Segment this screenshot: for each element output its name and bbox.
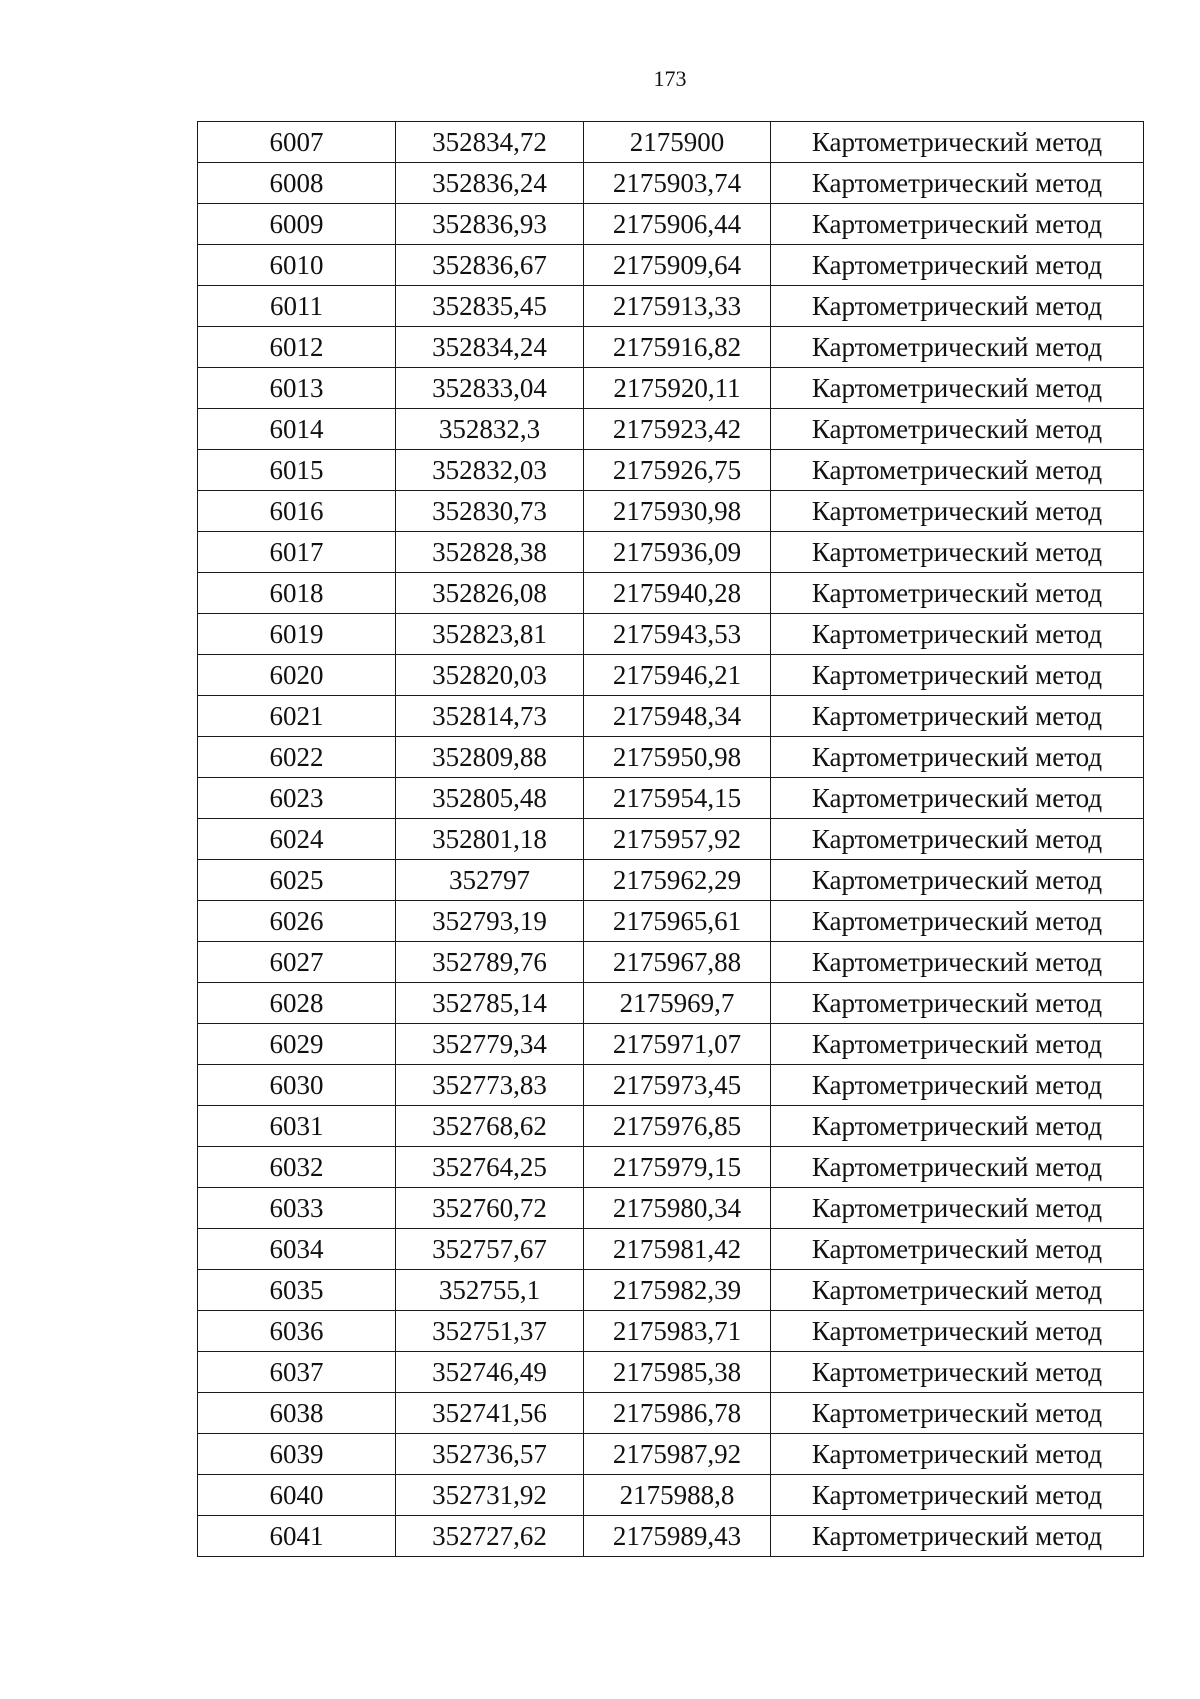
table-row [198, 491, 1144, 532]
x-coordinate-cell: 352793,19 [396, 901, 584, 942]
point-number-cell: 6011 [198, 286, 396, 327]
method-cell: Картометрический метод [771, 204, 1144, 245]
table-row [198, 450, 1144, 491]
y-coordinate-cell: 2175967,88 [584, 942, 771, 983]
table-row [198, 737, 1144, 778]
point-number-cell: 6025 [198, 860, 396, 901]
y-coordinate-cell: 2175950,98 [584, 737, 771, 778]
method-cell: Картометрический метод [771, 573, 1144, 614]
method-cell: Картометрический метод [771, 450, 1144, 491]
point-number-cell: 6039 [198, 1434, 396, 1475]
table-row [198, 204, 1144, 245]
y-coordinate-cell: 2175936,09 [584, 532, 771, 573]
x-coordinate-cell: 352833,04 [396, 368, 584, 409]
method-cell: Картометрический метод [771, 1516, 1144, 1557]
table-row [198, 901, 1144, 942]
table-row [198, 614, 1144, 655]
method-cell: Картометрический метод [771, 1475, 1144, 1516]
point-number-cell: 6036 [198, 1311, 396, 1352]
method-cell: Картометрический метод [771, 532, 1144, 573]
method-cell: Картометрический метод [771, 942, 1144, 983]
coordinates-table-body [198, 122, 1144, 1557]
point-number-cell: 6020 [198, 655, 396, 696]
method-cell: Картометрический метод [771, 1024, 1144, 1065]
point-number-cell: 6016 [198, 491, 396, 532]
y-coordinate-cell: 2175943,53 [584, 614, 771, 655]
x-coordinate-cell: 352727,62 [396, 1516, 584, 1557]
point-number-cell: 6021 [198, 696, 396, 737]
x-coordinate-cell: 352832,03 [396, 450, 584, 491]
y-coordinate-cell: 2175920,11 [584, 368, 771, 409]
x-coordinate-cell: 352741,56 [396, 1393, 584, 1434]
y-coordinate-cell: 2175982,39 [584, 1270, 771, 1311]
table-row [198, 163, 1144, 204]
table-row [198, 122, 1144, 163]
y-coordinate-cell: 2175900 [584, 122, 771, 163]
table-row [198, 1516, 1144, 1557]
y-coordinate-cell: 2175983,71 [584, 1311, 771, 1352]
method-cell: Картометрический метод [771, 368, 1144, 409]
x-coordinate-cell: 352805,48 [396, 778, 584, 819]
x-coordinate-cell: 352801,18 [396, 819, 584, 860]
x-coordinate-cell: 352779,34 [396, 1024, 584, 1065]
method-cell: Картометрический метод [771, 409, 1144, 450]
table-row [198, 1024, 1144, 1065]
point-number-cell: 6007 [198, 122, 396, 163]
table-row [198, 1065, 1144, 1106]
point-number-cell: 6028 [198, 983, 396, 1024]
y-coordinate-cell: 2175989,43 [584, 1516, 771, 1557]
point-number-cell: 6031 [198, 1106, 396, 1147]
x-coordinate-cell: 352834,24 [396, 327, 584, 368]
table-row [198, 655, 1144, 696]
x-coordinate-cell: 352820,03 [396, 655, 584, 696]
point-number-cell: 6038 [198, 1393, 396, 1434]
coordinates-table [197, 121, 1144, 1557]
point-number-cell: 6029 [198, 1024, 396, 1065]
y-coordinate-cell: 2175930,98 [584, 491, 771, 532]
y-coordinate-cell: 2175909,64 [584, 245, 771, 286]
point-number-cell: 6013 [198, 368, 396, 409]
point-number-cell: 6030 [198, 1065, 396, 1106]
y-coordinate-cell: 2175948,34 [584, 696, 771, 737]
point-number-cell: 6034 [198, 1229, 396, 1270]
table-row [198, 1229, 1144, 1270]
point-number-cell: 6023 [198, 778, 396, 819]
method-cell: Картометрический метод [771, 1229, 1144, 1270]
y-coordinate-cell: 2175971,07 [584, 1024, 771, 1065]
table-row [198, 1352, 1144, 1393]
method-cell: Картометрический метод [771, 1188, 1144, 1229]
point-number-cell: 6041 [198, 1516, 396, 1557]
point-number-cell: 6022 [198, 737, 396, 778]
x-coordinate-cell: 352751,37 [396, 1311, 584, 1352]
x-coordinate-cell: 352785,14 [396, 983, 584, 1024]
point-number-cell: 6015 [198, 450, 396, 491]
y-coordinate-cell: 2175976,85 [584, 1106, 771, 1147]
x-coordinate-cell: 352809,88 [396, 737, 584, 778]
x-coordinate-cell: 352760,72 [396, 1188, 584, 1229]
method-cell: Картометрический метод [771, 1434, 1144, 1475]
method-cell: Картометрический метод [771, 778, 1144, 819]
method-cell: Картометрический метод [771, 983, 1144, 1024]
method-cell: Картометрический метод [771, 1065, 1144, 1106]
x-coordinate-cell: 352746,49 [396, 1352, 584, 1393]
y-coordinate-cell: 2175957,92 [584, 819, 771, 860]
x-coordinate-cell: 352826,08 [396, 573, 584, 614]
point-number-cell: 6010 [198, 245, 396, 286]
table-row [198, 1475, 1144, 1516]
point-number-cell: 6027 [198, 942, 396, 983]
point-number-cell: 6018 [198, 573, 396, 614]
point-number-cell: 6033 [198, 1188, 396, 1229]
point-number-cell: 6008 [198, 163, 396, 204]
method-cell: Картометрический метод [771, 1270, 1144, 1311]
y-coordinate-cell: 2175946,21 [584, 655, 771, 696]
x-coordinate-cell: 352755,1 [396, 1270, 584, 1311]
table-row [198, 1393, 1144, 1434]
y-coordinate-cell: 2175979,15 [584, 1147, 771, 1188]
x-coordinate-cell: 352773,83 [396, 1065, 584, 1106]
method-cell: Картометрический метод [771, 901, 1144, 942]
page-number: 173 [653, 66, 687, 91]
point-number-cell: 6037 [198, 1352, 396, 1393]
point-number-cell: 6035 [198, 1270, 396, 1311]
y-coordinate-cell: 2175987,92 [584, 1434, 771, 1475]
y-coordinate-cell: 2175916,82 [584, 327, 771, 368]
x-coordinate-cell: 352814,73 [396, 696, 584, 737]
point-number-cell: 6026 [198, 901, 396, 942]
method-cell: Картометрический метод [771, 819, 1144, 860]
method-cell: Картометрический метод [771, 1393, 1144, 1434]
x-coordinate-cell: 352830,73 [396, 491, 584, 532]
x-coordinate-cell: 352834,72 [396, 122, 584, 163]
x-coordinate-cell: 352764,25 [396, 1147, 584, 1188]
point-number-cell: 6019 [198, 614, 396, 655]
x-coordinate-cell: 352768,62 [396, 1106, 584, 1147]
x-coordinate-cell: 352731,92 [396, 1475, 584, 1516]
y-coordinate-cell: 2175980,34 [584, 1188, 771, 1229]
y-coordinate-cell: 2175923,42 [584, 409, 771, 450]
table-row [198, 573, 1144, 614]
method-cell: Картометрический метод [771, 860, 1144, 901]
table-row [198, 409, 1144, 450]
y-coordinate-cell: 2175913,33 [584, 286, 771, 327]
table-row [198, 778, 1144, 819]
x-coordinate-cell: 352836,67 [396, 245, 584, 286]
table-row [198, 942, 1144, 983]
table-row [198, 286, 1144, 327]
x-coordinate-cell: 352823,81 [396, 614, 584, 655]
table-row [198, 245, 1144, 286]
table-row [198, 1311, 1144, 1352]
y-coordinate-cell: 2175973,45 [584, 1065, 771, 1106]
method-cell: Картометрический метод [771, 655, 1144, 696]
table-row [198, 983, 1144, 1024]
method-cell: Картометрический метод [771, 1311, 1144, 1352]
y-coordinate-cell: 2175965,61 [584, 901, 771, 942]
method-cell: Картометрический метод [771, 1106, 1144, 1147]
y-coordinate-cell: 2175969,7 [584, 983, 771, 1024]
method-cell: Картометрический метод [771, 1352, 1144, 1393]
point-number-cell: 6014 [198, 409, 396, 450]
table-row [198, 1270, 1144, 1311]
point-number-cell: 6040 [198, 1475, 396, 1516]
x-coordinate-cell: 352836,24 [396, 163, 584, 204]
point-number-cell: 6017 [198, 532, 396, 573]
y-coordinate-cell: 2175926,75 [584, 450, 771, 491]
y-coordinate-cell: 2175981,42 [584, 1229, 771, 1270]
x-coordinate-cell: 352828,38 [396, 532, 584, 573]
table-row [198, 1188, 1144, 1229]
method-cell: Картометрический метод [771, 286, 1144, 327]
point-number-cell: 6009 [198, 204, 396, 245]
method-cell: Картометрический метод [771, 696, 1144, 737]
table-row [198, 1106, 1144, 1147]
table-row [198, 696, 1144, 737]
x-coordinate-cell: 352736,57 [396, 1434, 584, 1475]
table-row [198, 1147, 1144, 1188]
y-coordinate-cell: 2175954,15 [584, 778, 771, 819]
y-coordinate-cell: 2175986,78 [584, 1393, 771, 1434]
point-number-cell: 6032 [198, 1147, 396, 1188]
method-cell: Картометрический метод [771, 122, 1144, 163]
y-coordinate-cell: 2175903,74 [584, 163, 771, 204]
method-cell: Картометрический метод [771, 1147, 1144, 1188]
x-coordinate-cell: 352757,67 [396, 1229, 584, 1270]
method-cell: Картометрический метод [771, 737, 1144, 778]
point-number-cell: 6024 [198, 819, 396, 860]
table-row [198, 819, 1144, 860]
method-cell: Картометрический метод [771, 245, 1144, 286]
y-coordinate-cell: 2175962,29 [584, 860, 771, 901]
method-cell: Картометрический метод [771, 491, 1144, 532]
x-coordinate-cell: 352835,45 [396, 286, 584, 327]
y-coordinate-cell: 2175988,8 [584, 1475, 771, 1516]
x-coordinate-cell: 352789,76 [396, 942, 584, 983]
x-coordinate-cell: 352836,93 [396, 204, 584, 245]
y-coordinate-cell: 2175940,28 [584, 573, 771, 614]
table-row [198, 532, 1144, 573]
x-coordinate-cell: 352797 [396, 860, 584, 901]
y-coordinate-cell: 2175985,38 [584, 1352, 771, 1393]
table-row [198, 368, 1144, 409]
point-number-cell: 6012 [198, 327, 396, 368]
method-cell: Картометрический метод [771, 614, 1144, 655]
table-row [198, 327, 1144, 368]
y-coordinate-cell: 2175906,44 [584, 204, 771, 245]
table-row [198, 1434, 1144, 1475]
table-row [198, 860, 1144, 901]
method-cell: Картометрический метод [771, 163, 1144, 204]
x-coordinate-cell: 352832,3 [396, 409, 584, 450]
method-cell: Картометрический метод [771, 327, 1144, 368]
